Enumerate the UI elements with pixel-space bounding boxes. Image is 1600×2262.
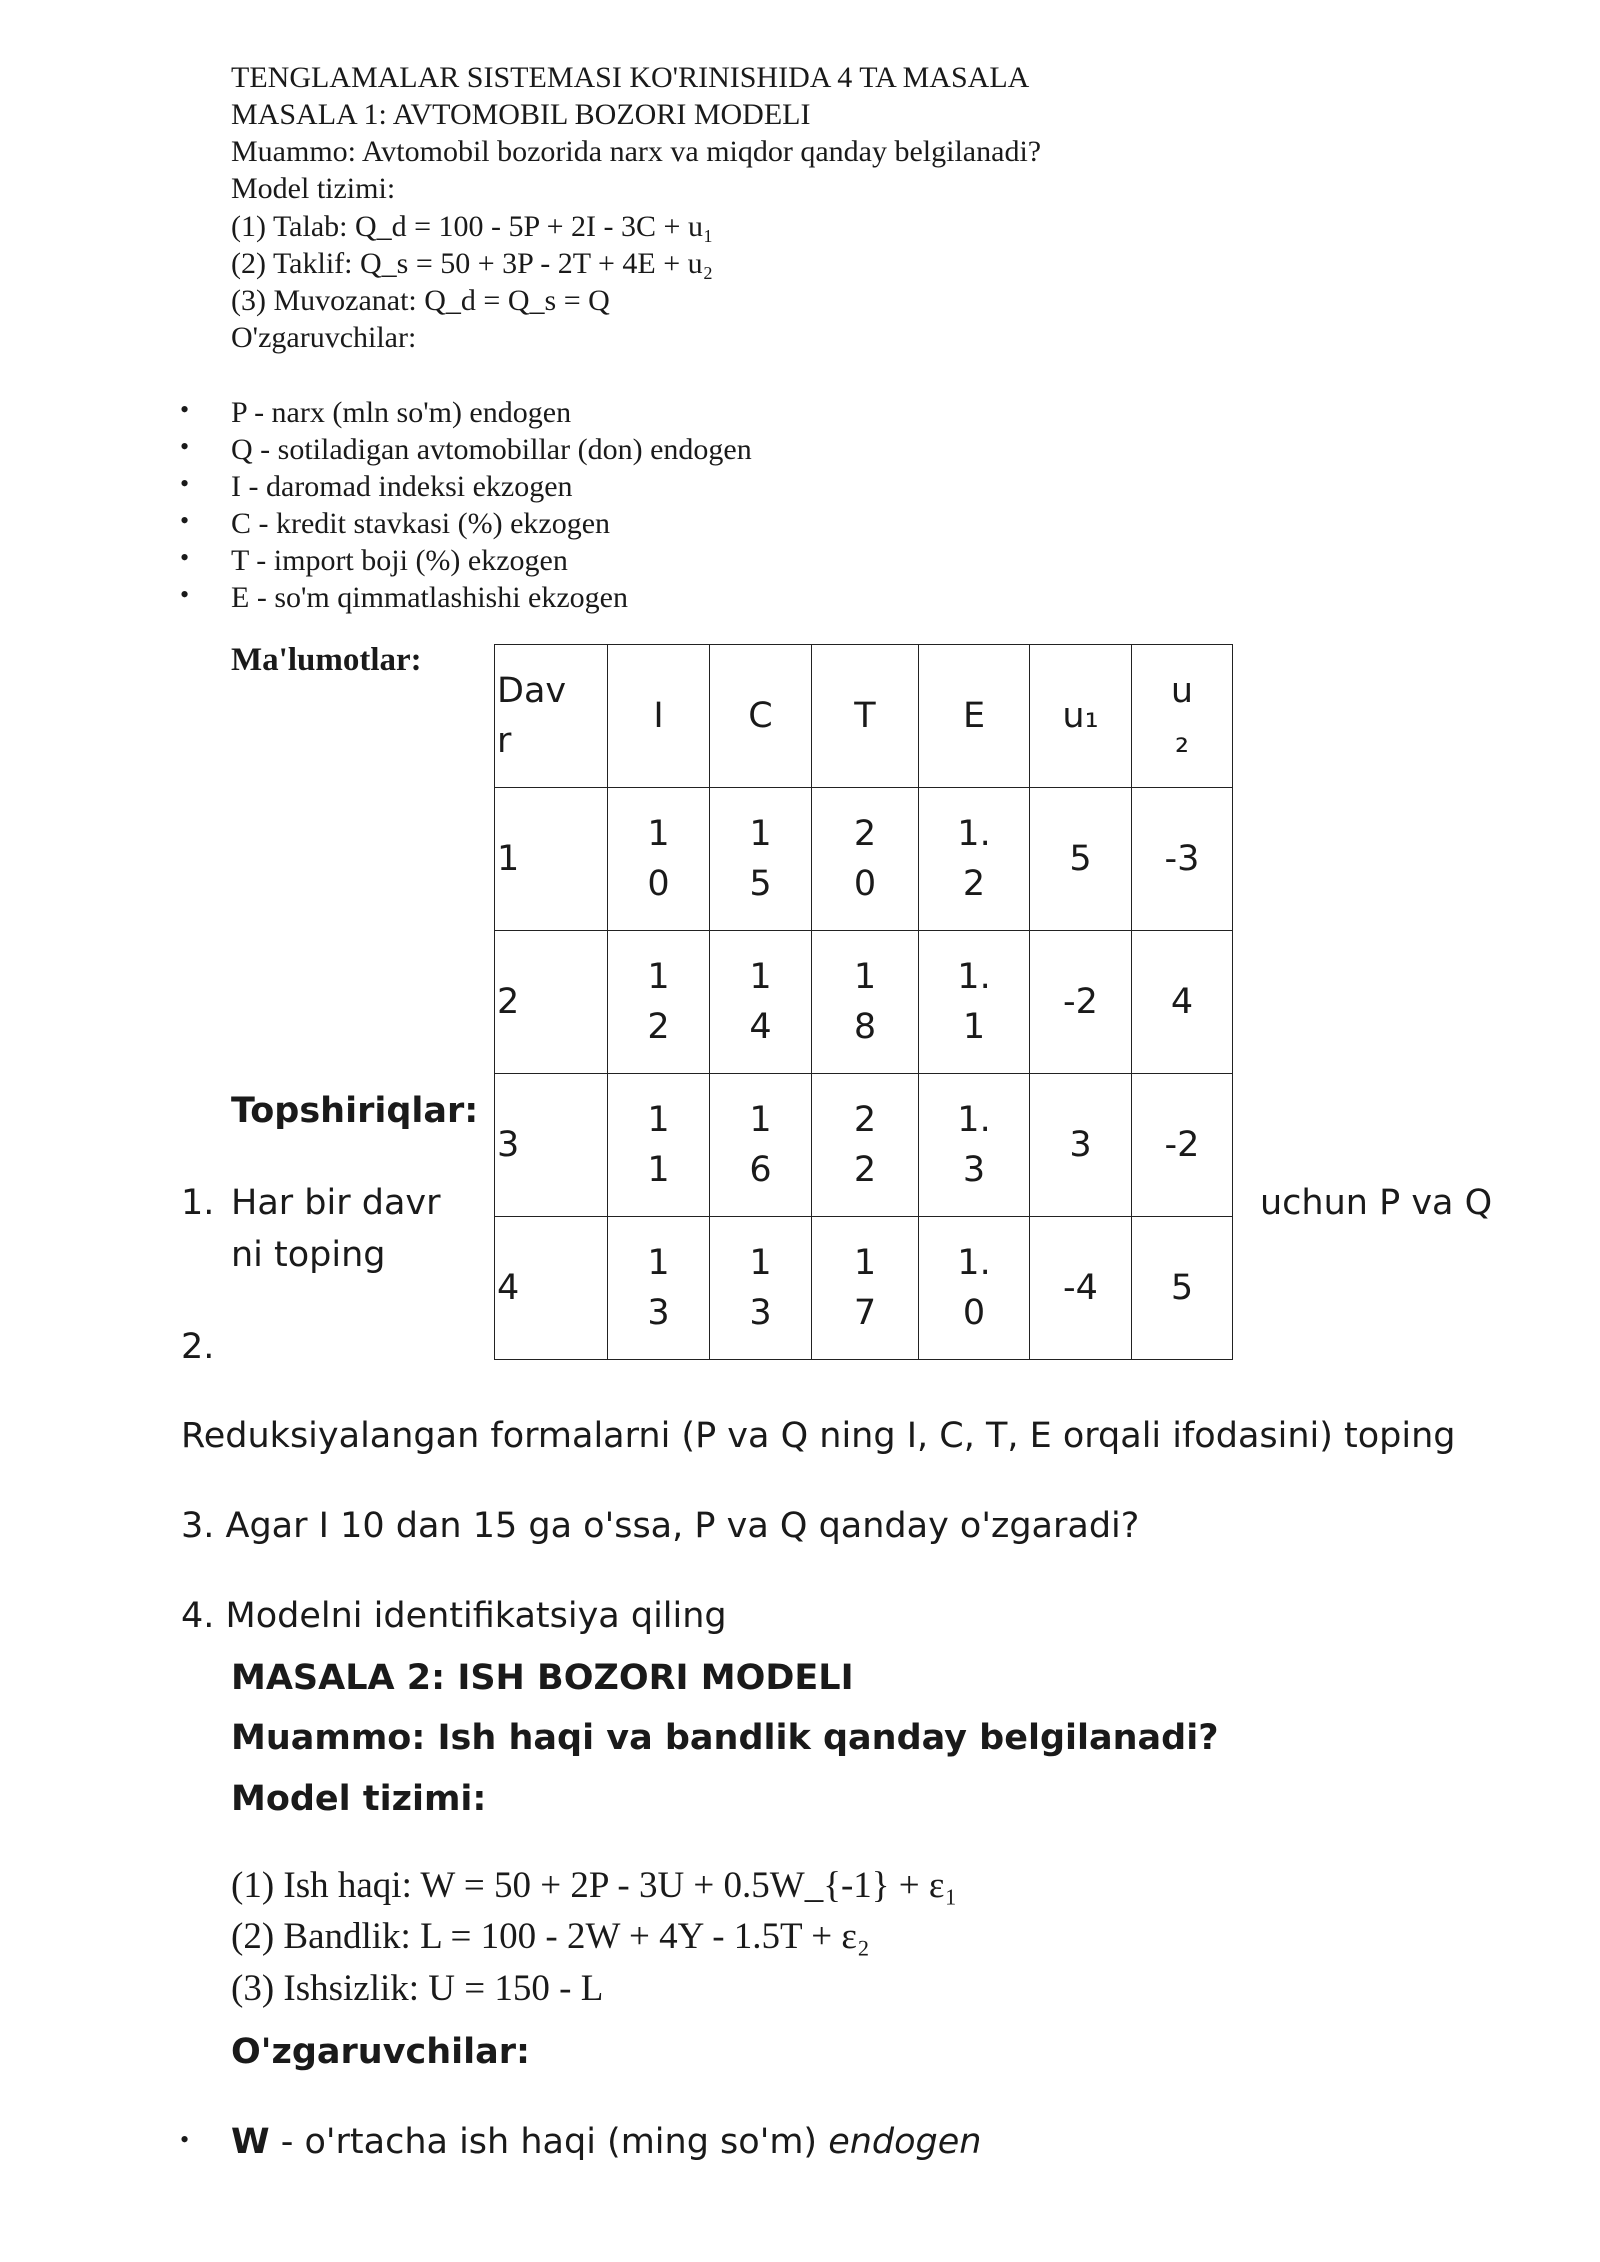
list-bullet: • xyxy=(180,469,190,498)
list-item: T - import boji (%) ekzogen xyxy=(231,544,568,577)
table-cell: 4 xyxy=(495,1217,608,1360)
table-cell: 1 3 xyxy=(710,1217,812,1360)
table-header-cell: u ₂ xyxy=(1132,645,1233,788)
table-cell: 1 1 xyxy=(608,1074,710,1217)
list-bullet: • xyxy=(180,395,190,424)
list-item xyxy=(231,2120,981,2164)
table-cell: -3 xyxy=(1132,788,1233,931)
table-cell: 1 5 xyxy=(710,788,812,931)
problem2-variables-label: O'zgaruvchilar: xyxy=(231,2032,531,2072)
task3-text: 3. Agar I 10 dan 15 ga o'ssa, P va Q qanday o'zgaradi? xyxy=(181,1506,1140,1546)
list-bullet: • xyxy=(180,543,190,572)
variable-symbol: W xyxy=(231,2122,270,2162)
task2-text: Reduksiyalangan formalarni (P va Q ning I, C, T, E orqali ifodasini) toping xyxy=(181,1416,1456,1456)
table-cell: 1 8 xyxy=(812,931,919,1074)
problem2-equation-unemployment: (3) Ishsizlik: U = 150 - L xyxy=(231,1968,604,2009)
table-row xyxy=(495,931,1233,1074)
table-cell: 1. 0 xyxy=(919,1217,1030,1360)
table-cell: 2 xyxy=(495,931,608,1074)
table-cell: 5 xyxy=(1030,788,1132,931)
problem2-heading: MASALA 2: ISH BOZORI MODELI xyxy=(231,1658,854,1698)
table-header-cell: E xyxy=(919,645,1030,788)
table-cell: 1. 2 xyxy=(919,788,1030,931)
tasks-label: Topshiriqlar: xyxy=(231,1091,479,1131)
task1-text-part3: uchun P va Q xyxy=(1260,1183,1493,1223)
table-header-cell: C xyxy=(710,645,812,788)
problem1-equation-supply: (2) Taklif: Q_s = 50 + 3P - 2T + 4E + u₂ xyxy=(231,247,714,280)
table-header-cell: I xyxy=(608,645,710,788)
table-header-cell: Dav r xyxy=(495,645,608,788)
table-cell: 1. 1 xyxy=(919,931,1030,1074)
list-bullet: • xyxy=(180,580,190,609)
list-item: E - so'm qimmatlashishi ekzogen xyxy=(231,581,629,614)
table-cell: 1 6 xyxy=(710,1074,812,1217)
problem2-equation-employment: (2) Bandlik: L = 100 - 2W + 4Y - 1.5T + ε₂ xyxy=(231,1916,870,1957)
task2-number: 2. xyxy=(181,1327,215,1367)
list-item: I - daromad indeksi ekzogen xyxy=(231,470,573,503)
task1-text-part1: Har bir davr xyxy=(231,1183,441,1223)
table-cell: 1 0 xyxy=(608,788,710,931)
table-cell: 3 xyxy=(495,1074,608,1217)
problem1-equation-demand: (1) Talab: Q_d = 100 - 5P + 2I - 3C + u₁ xyxy=(231,210,714,243)
table-row xyxy=(495,1217,1233,1360)
list-bullet: • xyxy=(180,2125,190,2154)
problem1-heading: MASALA 1: AVTOMOBIL BOZORI MODELI xyxy=(231,98,811,131)
table-header-cell: u₁ xyxy=(1030,645,1132,788)
problem2-equation-wage: (1) Ish haqi: W = 50 + 2P - 3U + 0.5W_{-1} + ε₁ xyxy=(231,1865,958,1906)
task1-text-part2: ni toping xyxy=(231,1235,386,1275)
list-item: P - narx (mln so'm) endogen xyxy=(231,396,572,429)
table-cell: 1 xyxy=(495,788,608,931)
table-cell: -2 xyxy=(1132,1074,1233,1217)
problem1-equation-equilibrium: (3) Muvozanat: Q_d = Q_s = Q xyxy=(231,284,610,317)
problem2-model-label: Model tizimi: xyxy=(231,1779,487,1819)
table-cell: 2 0 xyxy=(812,788,919,931)
problem1-variables-label: O'zgaruvchilar: xyxy=(231,321,417,354)
list-item: Q - sotiladigan avtomobillar (don) endogen xyxy=(231,433,752,466)
table-cell: 5 xyxy=(1132,1217,1233,1360)
list-item: C - kredit stavkasi (%) ekzogen xyxy=(231,507,611,540)
table-cell: 2 2 xyxy=(812,1074,919,1217)
table-row xyxy=(495,1074,1233,1217)
list-bullet: • xyxy=(180,432,190,461)
table-header-cell: T xyxy=(812,645,919,788)
table-cell: 4 xyxy=(1132,931,1233,1074)
problem2-statement: Muammo: Ish haqi va bandlik qanday belgilanadi? xyxy=(231,1718,1219,1758)
table-cell: 1 7 xyxy=(812,1217,919,1360)
variable-description: - o'rtacha ish haqi (ming so'm) xyxy=(269,2122,829,2162)
table-row xyxy=(495,788,1233,931)
table-cell: 3 xyxy=(1030,1074,1132,1217)
table-cell: 1. 3 xyxy=(919,1074,1030,1217)
data-table xyxy=(494,644,1233,1360)
task4-text: 4. Modelni identifikatsiya qiling xyxy=(181,1596,727,1636)
list-bullet: • xyxy=(180,506,190,535)
problem1-model-label: Model tizimi: xyxy=(231,172,396,205)
table-cell: 1 4 xyxy=(710,931,812,1074)
table-cell: -2 xyxy=(1030,931,1132,1074)
task1-number: 1. xyxy=(181,1183,215,1223)
document-title: TENGLAMALAR SISTEMASI KO'RINISHIDA 4 TA MASALA xyxy=(231,61,1030,94)
table-cell: 1 3 xyxy=(608,1217,710,1360)
problem1-statement: Muammo: Avtomobil bozorida narx va miqdor qanday belgilanadi? xyxy=(231,135,1042,168)
table-cell: -4 xyxy=(1030,1217,1132,1360)
table-header-row xyxy=(495,645,1233,788)
data-label: Ma'lumotlar: xyxy=(231,642,422,678)
variable-type: endogen xyxy=(828,2122,982,2162)
table-cell: 1 2 xyxy=(608,931,710,1074)
